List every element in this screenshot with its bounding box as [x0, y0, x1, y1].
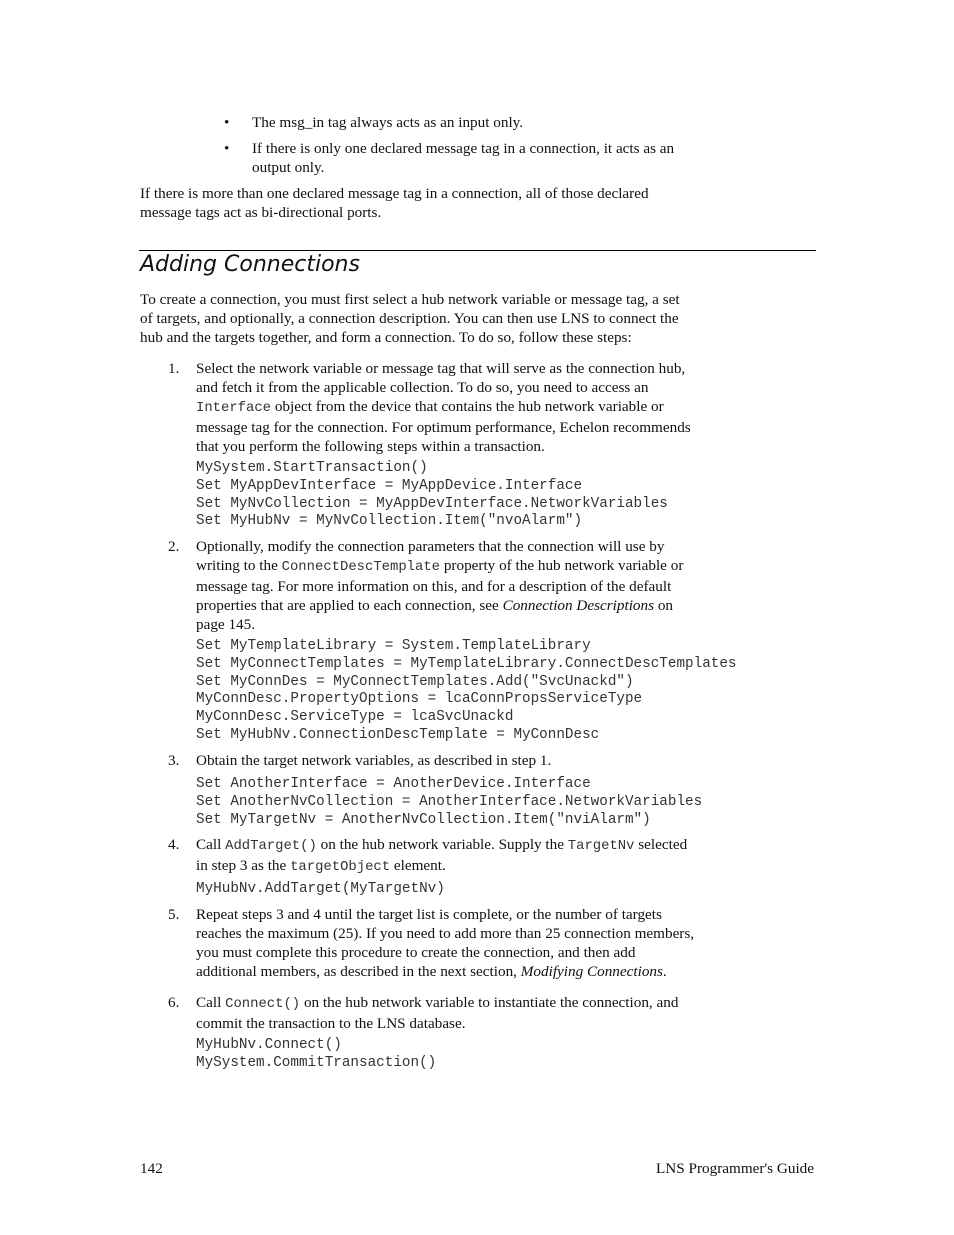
inline-code: AddTarget() [225, 838, 317, 854]
step-line-text: in step 3 as the [196, 857, 291, 874]
code-line: Set AnotherNvCollection = AnotherInterface.NetworkVariables [196, 793, 703, 810]
section-rule [139, 250, 816, 251]
code-line: MyHubNv.Connect() [196, 1037, 342, 1053]
step-4 [168, 835, 688, 877]
inline-code: TargetNv [567, 838, 635, 854]
step-number: 5. [168, 906, 180, 923]
step-line-text: writing to the [196, 557, 282, 574]
paragraph [140, 184, 649, 222]
code-line: MySystem.CommitTransaction() [196, 1054, 437, 1071]
step-line-text: properties that are applied to each connection, see [196, 597, 503, 614]
paragraph-line: of targets, and optionally, a connection description. You can then use LNS to connect the [140, 310, 679, 327]
step-number: 6. [168, 994, 180, 1011]
step-number: 3. [168, 752, 180, 769]
step-line: you must complete this procedure to create the connection, and then add [196, 944, 636, 961]
step-line: Select the network variable or message tag that will serve as the connection hub, [196, 360, 686, 377]
bullet-item [224, 139, 675, 177]
code-block [196, 460, 668, 531]
code-line: Set MyNvCollection = MyAppDevInterface.NetworkVariables [196, 495, 668, 512]
code-line: Set MyAppDevInterface = MyAppDevice.Interface [196, 477, 583, 494]
footer-book-title: LNS Programmer's Guide [656, 1160, 814, 1177]
code-line: Set MyTemplateLibrary = System.TemplateLibrary [196, 638, 591, 654]
step-line [196, 962, 694, 981]
step-5 [168, 905, 695, 981]
code-line: MyConnDesc.PropertyOptions = lcaConnPropsServiceType [196, 691, 643, 708]
step-line: message tag. For more information on this, and for a description of the default [196, 578, 672, 595]
step-line-text: on the hub network variable. Supply the [316, 836, 568, 853]
code-line: MyConnDesc.ServiceType = lcaSvcUnackd [196, 709, 514, 726]
bullet-text: The msg_in tag always acts as an input only. [252, 114, 524, 131]
step-line-text: property of the hub network variable or [440, 557, 684, 574]
step-line: that you perform the following steps within a transaction. [196, 438, 545, 455]
paragraph-line: hub and the targets together, and form a connection. To do so, follow these steps: [140, 329, 632, 346]
step-line-text: . [662, 963, 667, 980]
code-line: Set AnotherInterface = AnotherDevice.Interface [196, 776, 591, 792]
cross-reference: Connection Descriptions [502, 597, 655, 614]
bullet-item [224, 113, 524, 132]
step-line [196, 993, 678, 1014]
step-line [196, 856, 687, 877]
code-block [196, 881, 445, 899]
step-1 [168, 359, 691, 456]
paragraph-line: If there is more than one declared message tag in a connection, all of those declared [140, 185, 649, 202]
code-block [196, 638, 737, 745]
code-line: Set MyConnectTemplates = MyTemplateLibrary.ConnectDescTemplates [196, 655, 737, 672]
bullet-dot: • [224, 114, 230, 131]
code-block [196, 1037, 436, 1073]
step-number: 1. [168, 360, 180, 377]
bullet-dot: • [224, 140, 230, 157]
code-line: Set MyTargetNv = AnotherNvCollection.Item("nviAlarm") [196, 811, 651, 828]
step-line-text: on [654, 597, 673, 614]
paragraph-line: message tags act as bi-directional ports. [140, 204, 382, 221]
step-line [196, 596, 683, 615]
step-line-text: selected [634, 836, 688, 853]
code-line: Set MyHubNv = MyNvCollection.Item("nvoAlarm") [196, 513, 583, 530]
inline-code: Connect() [225, 996, 301, 1012]
code-line: Set MyConnDes = MyConnectTemplates.Add("SvcUnackd") [196, 673, 634, 690]
step-line-text: additional members, as described in the next section, [196, 963, 521, 980]
step-line: and fetch it from the applicable collection. To do so, you need to access an [196, 379, 649, 396]
step-line: Repeat steps 3 and 4 until the target list is complete, or the number of targets [196, 906, 662, 923]
bullet-text: output only. [252, 159, 325, 176]
step-line: commit the transaction to the LNS database. [196, 1015, 466, 1032]
code-line: MySystem.StartTransaction() [196, 460, 428, 476]
cross-reference: Modifying Connections [520, 963, 663, 980]
section-heading: Adding Connections [140, 252, 360, 277]
code-block [196, 776, 702, 829]
step-line: Obtain the target network variables, as described in step 1. [196, 752, 552, 769]
paragraph-line: To create a connection, you must first select a hub network variable or message tag, a set [140, 291, 680, 308]
step-line: Optionally, modify the connection parameters that the connection will use by [196, 538, 665, 555]
step-line: page 145. [196, 616, 256, 633]
step-2 [168, 537, 684, 634]
step-line-text: on the hub network variable to instantiate the connection, and [300, 994, 679, 1011]
step-line [196, 397, 691, 418]
step-line: reaches the maximum (25). If you need to add more than 25 connection members, [196, 925, 695, 942]
inline-code: Interface [196, 400, 272, 416]
page-number: 142 [140, 1160, 163, 1177]
code-line: Set MyHubNv.ConnectionDescTemplate = MyConnDesc [196, 726, 600, 743]
step-3 [168, 751, 552, 770]
bullet-text: If there is only one declared message tag in a connection, it acts as an [252, 140, 675, 157]
step-line [196, 556, 683, 577]
code-line: MyHubNv.AddTarget(MyTargetNv) [196, 881, 445, 897]
step-number: 2. [168, 538, 180, 555]
step-line-text: object from the device that contains the hub network variable or [271, 398, 664, 415]
inline-code: ConnectDescTemplate [281, 559, 441, 575]
step-6 [168, 993, 679, 1033]
inline-code: targetObject [290, 859, 391, 875]
step-line-text: element. [390, 857, 446, 874]
intro-paragraph [140, 290, 680, 347]
step-line-text: Call [196, 836, 226, 853]
step-line [196, 835, 687, 856]
step-line-text: Call [196, 994, 226, 1011]
step-number: 4. [168, 836, 180, 853]
step-line: message tag for the connection. For optimum performance, Echelon recommends [196, 419, 691, 436]
